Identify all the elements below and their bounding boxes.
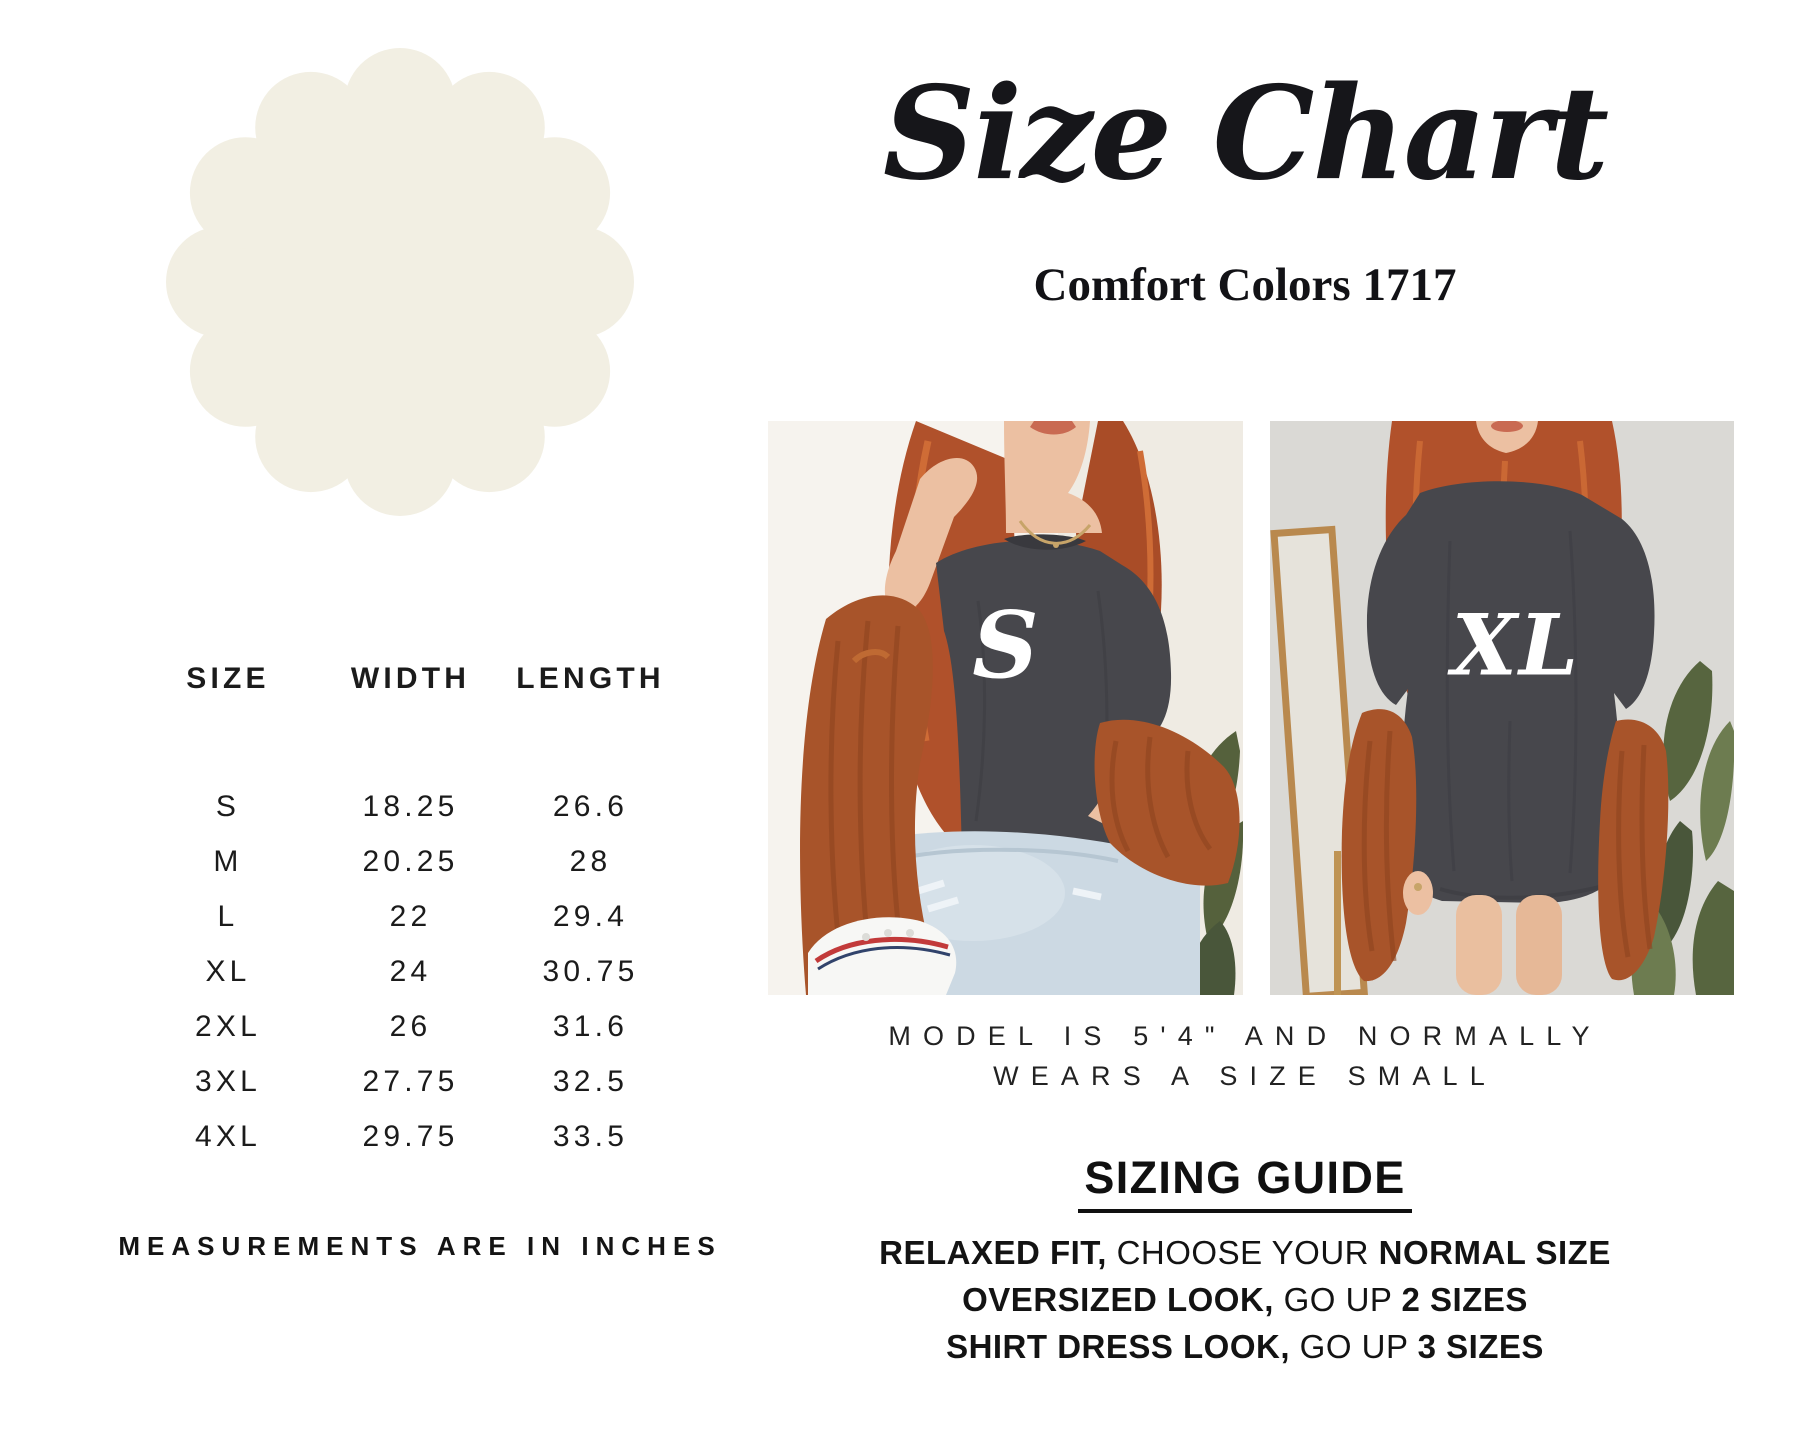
table-row [128, 1054, 688, 1109]
size-value: 4XL [195, 1119, 261, 1153]
model-photo-size-xl [1270, 421, 1734, 995]
guide-bold-segment: NORMAL SIZE [1378, 1234, 1611, 1271]
model-photo-size-s [768, 421, 1243, 995]
column-header-width: WIDTH [350, 662, 471, 695]
width-value: 22 [389, 899, 432, 933]
model-photo-s-illustration [768, 421, 1243, 995]
size-value: L [217, 899, 239, 933]
shirt-size-letter-xl: XL [1451, 595, 1581, 695]
sizing-guide-line-relaxed [740, 1229, 1750, 1276]
length-value: 31.6 [552, 1009, 629, 1043]
guide-bold-segment: 2 SIZES [1401, 1281, 1528, 1318]
product-subtitle: Comfort Colors 1717 [1033, 259, 1457, 311]
size-table [128, 662, 688, 1164]
width-value: 27.75 [362, 1064, 459, 1098]
size-value: S [215, 789, 241, 823]
table-row [128, 889, 688, 944]
size-value: XL [205, 954, 251, 988]
length-value: 33.5 [552, 1119, 629, 1153]
width-value: 29.75 [362, 1119, 459, 1153]
sizing-guide-line-shirt-dress [740, 1323, 1750, 1370]
size-value: 3XL [195, 1064, 261, 1098]
page-title: Size Chart [882, 59, 1608, 209]
table-row [128, 999, 688, 1054]
length-value: 26.6 [552, 789, 629, 823]
guide-regular-segment: CHOOSE YOUR [1106, 1234, 1379, 1271]
width-value: 26 [389, 1009, 432, 1043]
guide-bold-segment: 3 SIZES [1417, 1328, 1544, 1365]
model-note-line2: WEARS A SIZE SMALL [993, 1061, 1497, 1091]
sizing-guide-line-oversized [740, 1276, 1750, 1323]
length-value: 30.75 [542, 954, 639, 988]
table-row [128, 944, 688, 999]
guide-regular-segment: GO UP [1290, 1328, 1418, 1365]
column-header-length: LENGTH [516, 662, 665, 695]
length-value: 32.5 [552, 1064, 629, 1098]
table-row [128, 834, 688, 889]
length-value: 28 [569, 844, 612, 878]
width-value: 20.25 [362, 844, 459, 878]
length-value: 29.4 [552, 899, 629, 933]
sizing-guide-lines [740, 1229, 1750, 1370]
guide-bold-segment: OVERSIZED LOOK, [962, 1281, 1274, 1318]
guide-regular-segment: GO UP [1273, 1281, 1402, 1318]
table-row [128, 779, 688, 834]
size-table-body [128, 779, 688, 1164]
width-value: 24 [389, 954, 432, 988]
measurements-note: MEASUREMENTS ARE IN INCHES [118, 1231, 722, 1261]
guide-bold-segment: RELAXED FIT, [879, 1234, 1107, 1271]
column-header-size: SIZE [186, 662, 270, 695]
size-value: 2XL [195, 1009, 261, 1043]
sizing-guide-heading: SIZING GUIDE [1078, 1152, 1411, 1213]
guide-bold-segment: SHIRT DRESS LOOK, [946, 1328, 1291, 1365]
shirt-size-letter-s: S [972, 590, 1039, 699]
width-value: 18.25 [362, 789, 459, 823]
size-value: M [213, 844, 243, 878]
scallop-shape-decoration [163, 48, 637, 516]
model-photo-xl-illustration [1270, 421, 1734, 995]
size-table-header [128, 662, 688, 696]
table-row [128, 1109, 688, 1164]
sizing-guide [740, 1152, 1750, 1370]
model-note-line1: MODEL IS 5'4" AND NORMALLY [888, 1021, 1602, 1051]
model-note [720, 1016, 1770, 1096]
